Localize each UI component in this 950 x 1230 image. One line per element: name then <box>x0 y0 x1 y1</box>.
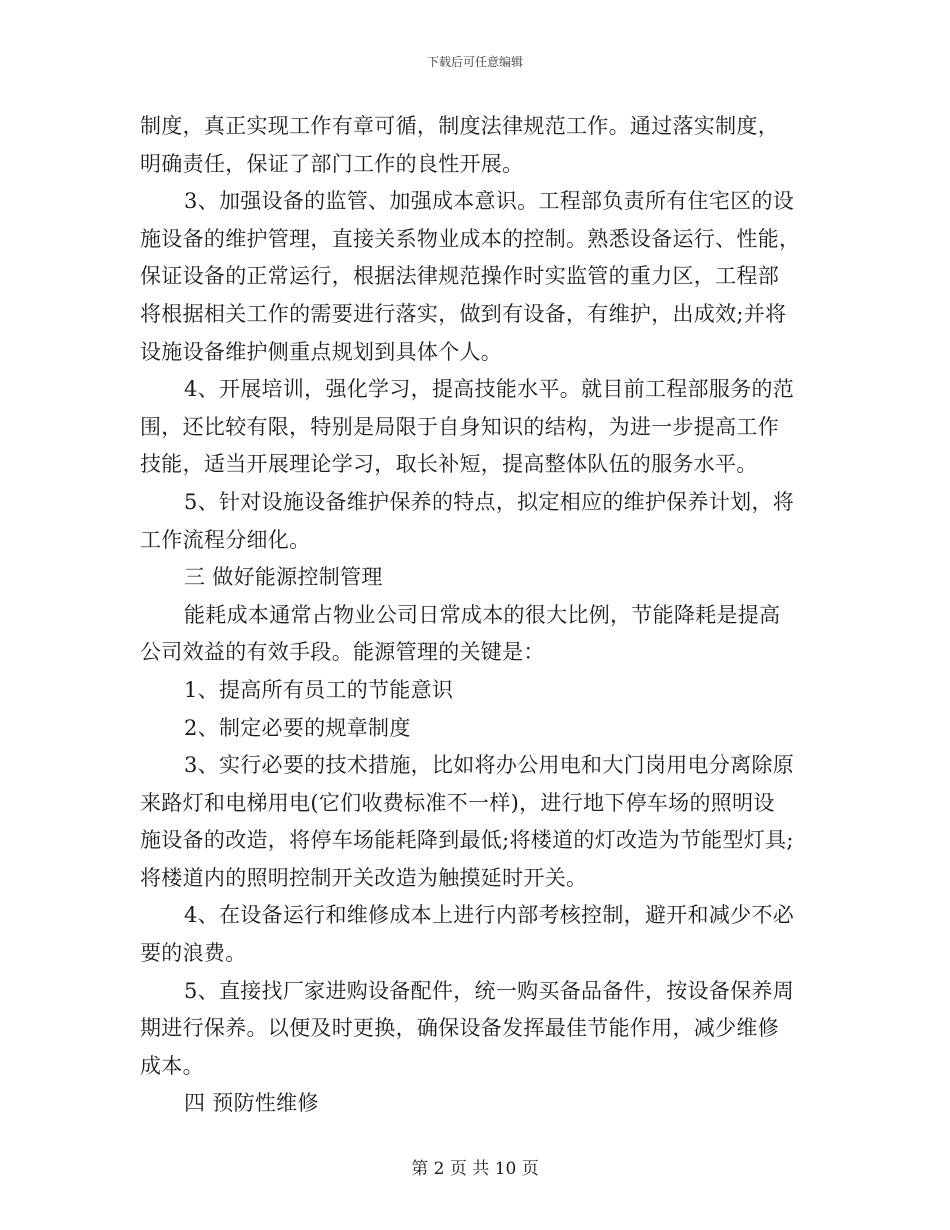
text-line: 将根据相关工作的需要进行落实，做到有设备，有维护，出成效;并将 <box>140 301 787 326</box>
text-line: 工作流程分细化。 <box>140 527 311 552</box>
text-line: 5、直接找厂家进购设备配件，统一购买备品备件，按设备保养周 <box>184 978 795 1003</box>
text-line: 设施设备维护侧重点规划到具体个人。 <box>140 339 503 364</box>
text-line: 制度，真正实现工作有章可循，制度法律规范工作。通过落实制度， <box>140 114 779 138</box>
text-line: 3、实行必要的技术措施，比如将办公用电和大门岗用电分离除原 <box>184 753 795 778</box>
text-line: 施设备的维护管理，直接关系物业成本的控制。熟悉设备运行、性能， <box>140 226 801 251</box>
page-number: 第 2 页 共 10 页 <box>411 1159 539 1179</box>
text-line: 5、针对设施设备维护保养的特点，拟定相应的维护保养计划，将 <box>184 489 795 514</box>
section-heading: 三 做好能源控制管理 <box>184 565 383 590</box>
page-header: 下载后可任意编辑 <box>426 55 523 69</box>
text-line: 1、提高所有员工的节能意识 <box>184 677 454 702</box>
text-line: 明确责任，保证了部门工作的良性开展。 <box>140 151 524 176</box>
text-line: 成本。 <box>140 1053 204 1078</box>
text-line: 来路灯和电梯用电(它们收费标准不一样)，进行地下停车场的照明设 <box>140 790 775 815</box>
document-body <box>140 108 820 1123</box>
text-line: 将楼道内的照明控制开关改造为触摸延时开关。 <box>140 865 588 890</box>
text-line: 公司效益的有效手段。能源管理的关键是： <box>140 640 545 665</box>
text-line: 施设备的改造，将停车场能耗降到最低;将楼道的灯改造为节能型灯具; <box>140 828 794 853</box>
section-heading: 四 预防性维修 <box>184 1091 319 1116</box>
text-line: 围，还比较有限，特别是局限于自身知识的结构，为进一步提高工作 <box>140 414 779 439</box>
text-line: 2、制定必要的规章制度 <box>184 715 411 740</box>
text-line: 期进行保养。以便及时更换，确保设备发挥最佳节能作用，减少维修 <box>140 1016 779 1041</box>
text-line: 技能，适当开展理论学习，取长补短，提高整体队伍的服务水平。 <box>140 452 758 477</box>
text-line: 3、加强设备的监管、加强成本意识。工程部负责所有住宅区的设 <box>184 189 795 214</box>
text-line: 能耗成本通常占物业公司日常成本的很大比例，节能降耗是提高 <box>184 602 781 627</box>
text-line: 4、开展培训，强化学习，提高技能水平。就目前工程部服务的范 <box>184 377 795 402</box>
text-line: 4、在设备运行和维修成本上进行内部考核控制，避开和减少不必 <box>184 903 795 928</box>
text-line: 要的浪费。 <box>140 941 247 966</box>
text-line: 保证设备的正常运行，根据法律规范操作时实监管的重力区，工程部 <box>140 264 779 289</box>
